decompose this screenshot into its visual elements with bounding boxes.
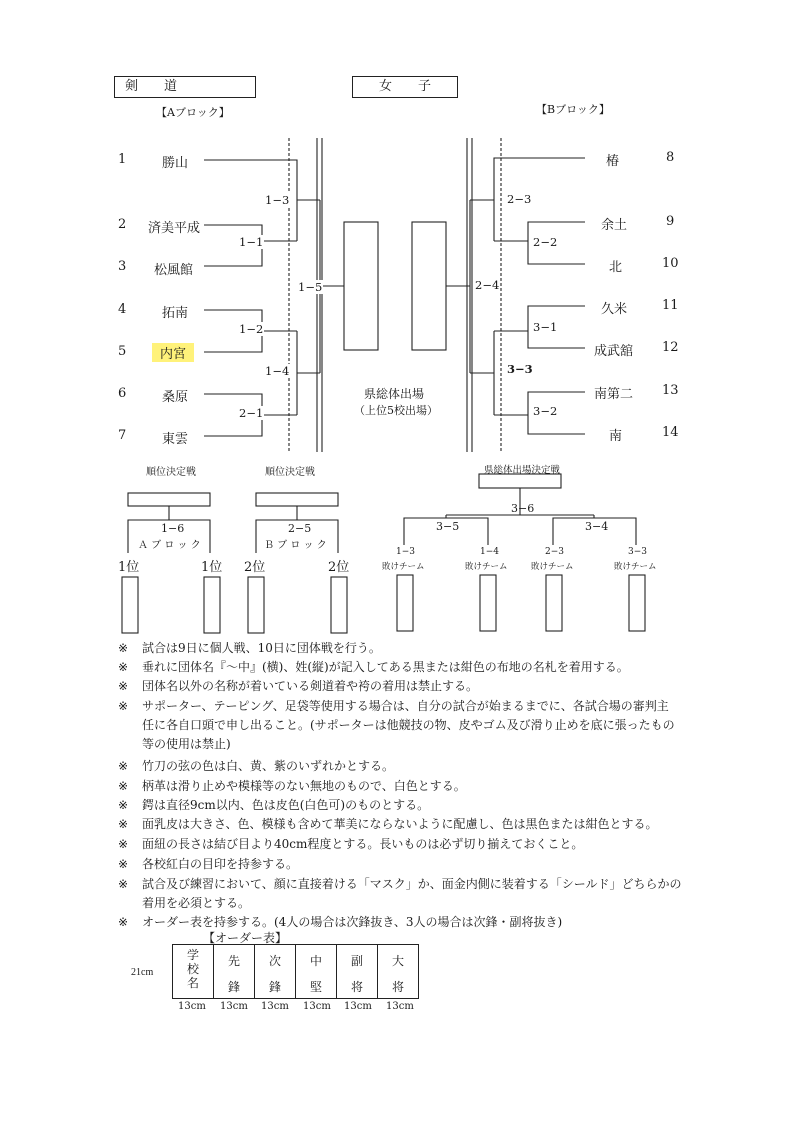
slot-match: 2−3 — [545, 547, 564, 557]
team-name: 勝山 — [162, 156, 189, 171]
ranking-b-match: 2−5 — [288, 522, 312, 535]
match-label: 2−1 — [239, 406, 264, 420]
team-number: 12 — [662, 340, 679, 355]
note-mark: ※ — [118, 759, 129, 773]
slot-sub: 敗けチーム — [614, 562, 657, 572]
qualifier-match: 3−5 — [436, 520, 460, 533]
team-name: 成武舘 — [594, 344, 634, 359]
match-label: 2−2 — [533, 235, 558, 249]
place-label: 1位 — [118, 560, 140, 575]
center-subtitle: （上位5校出場） — [354, 404, 438, 417]
team-name: 東雲 — [162, 432, 189, 447]
ranking-a-match: 1−6 — [161, 522, 185, 535]
note-mark: ※ — [118, 641, 129, 655]
team-name: 北 — [609, 260, 623, 275]
note-text: オーダー表を持参する。(4人の場合は次鋒抜き、3人の場合は次鋒・副将抜き) — [142, 915, 563, 929]
note-text: 任に各自口頭で申し出ること。(サポーターは他競技の物、皮やゴム及び滑り止めを底に張ったもの — [142, 718, 675, 732]
team-number: 5 — [118, 344, 127, 359]
note-item — [118, 835, 583, 854]
note-text: 等の使用は禁止) — [142, 737, 231, 751]
note-text: 垂れに団体名『～中』(横)、姓(縦)が記入してある黒または紺色の布地の名札を着用する。 — [142, 660, 629, 674]
team-number: 3 — [118, 259, 127, 274]
event-title: 剣 道 — [114, 76, 256, 98]
qualifier-title: 県総体出場決定戦 — [484, 465, 561, 476]
order-height-label: 21cm — [131, 967, 154, 978]
team-number: 13 — [662, 383, 679, 398]
team-name: 拓南 — [162, 306, 189, 321]
center-title: 県総体出場 — [364, 387, 425, 401]
team-name: 南第二 — [594, 387, 634, 402]
note-text: 着用を必須とする。 — [142, 896, 251, 910]
team-number: 9 — [666, 214, 675, 229]
ranking-b-title: 順位決定戦 — [265, 467, 315, 478]
note-text: 試合及び練習において、顔に直接着ける「マスク」か、面金内側に装着する「シールド」どちらかの — [142, 877, 682, 891]
match-label: 1−4 — [265, 364, 290, 378]
order-col: 次鋒 — [254, 944, 296, 999]
note-mark: ※ — [118, 915, 129, 929]
note-mark: ※ — [118, 817, 129, 831]
qualifier-match: 3−6 — [511, 502, 535, 515]
qualifier-match: 3−4 — [585, 520, 609, 533]
order-col: 中堅 — [295, 944, 337, 999]
ranking-a-block: Ａ ブ ロ ッ ク — [138, 540, 201, 551]
order-col-school: 学校名 — [172, 944, 214, 999]
slot-sub: 敗けチーム — [465, 562, 508, 572]
width-label: 13cm — [344, 1001, 372, 1012]
note-text: 各校紅白の目印を持参する。 — [142, 857, 299, 871]
team-name: 南 — [609, 429, 623, 444]
match-label: 2−3 — [507, 192, 532, 206]
team-name: 椿 — [606, 154, 620, 169]
team-number: 10 — [662, 256, 679, 271]
note-text: サポーター、テーピング、足袋等使用する場合は、自分の試合が始まるまでに、各試合場の審判主 — [142, 699, 669, 713]
note-item — [118, 777, 466, 796]
note-mark: ※ — [118, 699, 129, 713]
slot-match: 1−3 — [396, 547, 415, 557]
note-text: 面乳皮は大きさ、色、模様も含めて華美にならないように配慮し、色は黒色または紺色とする。 — [142, 817, 658, 831]
order-table-title: 【オーダー表】 — [203, 931, 288, 945]
note-item — [118, 757, 394, 776]
slot-sub: 敗けチーム — [531, 562, 574, 572]
note-mark: ※ — [118, 660, 129, 674]
team-number: 7 — [118, 428, 127, 443]
team-number: 4 — [118, 302, 127, 317]
match-label: 1−5 — [298, 280, 323, 294]
match-label: 2−4 — [475, 278, 500, 292]
match-label: 3−1 — [533, 320, 558, 334]
team-name: 松風館 — [154, 263, 194, 278]
note-mark: ※ — [118, 877, 129, 891]
team-name-highlighted: 内宮 — [152, 343, 194, 362]
note-text: 柄革は滑り止めや模様等のない無地のもので、白色とする。 — [142, 779, 466, 793]
note-mark: ※ — [118, 798, 129, 812]
note-text: 団体名以外の名称が着いている剣道着や袴の着用は禁止する。 — [142, 679, 479, 693]
note-mark: ※ — [118, 857, 129, 871]
a-block-label: 【Aブロック】 — [156, 106, 230, 119]
note-item — [118, 913, 562, 932]
match-label: 3−2 — [533, 404, 558, 418]
note-item — [118, 815, 658, 834]
note-item — [118, 796, 429, 815]
order-col: 副将 — [336, 944, 378, 999]
division-title: 女 子 — [352, 76, 458, 98]
team-name: 済美平成 — [148, 221, 201, 236]
team-number: 14 — [662, 425, 679, 440]
match-label: 3−3 — [507, 362, 533, 376]
note-item — [118, 697, 669, 716]
width-label: 13cm — [303, 1001, 331, 1012]
match-label: 1−1 — [239, 235, 264, 249]
note-item — [118, 677, 478, 696]
slot-match: 3−3 — [628, 547, 647, 557]
team-name: 桑原 — [162, 390, 189, 405]
team-number: 11 — [662, 298, 679, 313]
note-text: 竹刀の弦の色は白、黄、紫のいずれかとする。 — [142, 759, 395, 773]
match-label: 1−2 — [239, 322, 264, 336]
team-number: 1 — [118, 152, 127, 167]
width-label: 13cm — [261, 1001, 289, 1012]
note-item — [118, 658, 629, 677]
place-label: 2位 — [244, 560, 266, 575]
note-mark: ※ — [118, 779, 129, 793]
slot-match: 1−4 — [480, 547, 499, 557]
note-text: 面紐の長さは結び目より40cm程度とする。長いものは必ず切り揃えておくこと。 — [142, 837, 584, 851]
place-label: 2位 — [328, 560, 350, 575]
slot-sub: 敗けチーム — [382, 562, 425, 572]
b-block-label: 【Bブロック】 — [536, 103, 610, 116]
width-label: 13cm — [386, 1001, 414, 1012]
team-number: 8 — [666, 150, 675, 165]
note-text: 鍔は直径9cm以内、色は皮色(白色可)のものとする。 — [142, 798, 430, 812]
team-name: 余土 — [601, 218, 628, 233]
note-mark: ※ — [118, 837, 129, 851]
note-item — [118, 639, 381, 658]
ranking-b-block: Ｂ ブ ロ ッ ク — [264, 540, 327, 551]
place-label: 1位 — [201, 560, 223, 575]
team-name: 久米 — [601, 302, 628, 317]
note-item — [118, 875, 682, 894]
order-col: 先鋒 — [213, 944, 255, 999]
note-mark: ※ — [118, 679, 129, 693]
order-col: 大将 — [377, 944, 419, 999]
width-label: 13cm — [220, 1001, 248, 1012]
note-item — [118, 855, 298, 874]
team-number: 2 — [118, 217, 127, 232]
team-number: 6 — [118, 386, 127, 401]
match-label: 1−3 — [265, 193, 290, 207]
width-label: 13cm — [178, 1001, 206, 1012]
note-text: 試合は9日に個人戦、10日に団体戦を行う。 — [142, 641, 381, 655]
ranking-a-title: 順位決定戦 — [146, 467, 196, 478]
